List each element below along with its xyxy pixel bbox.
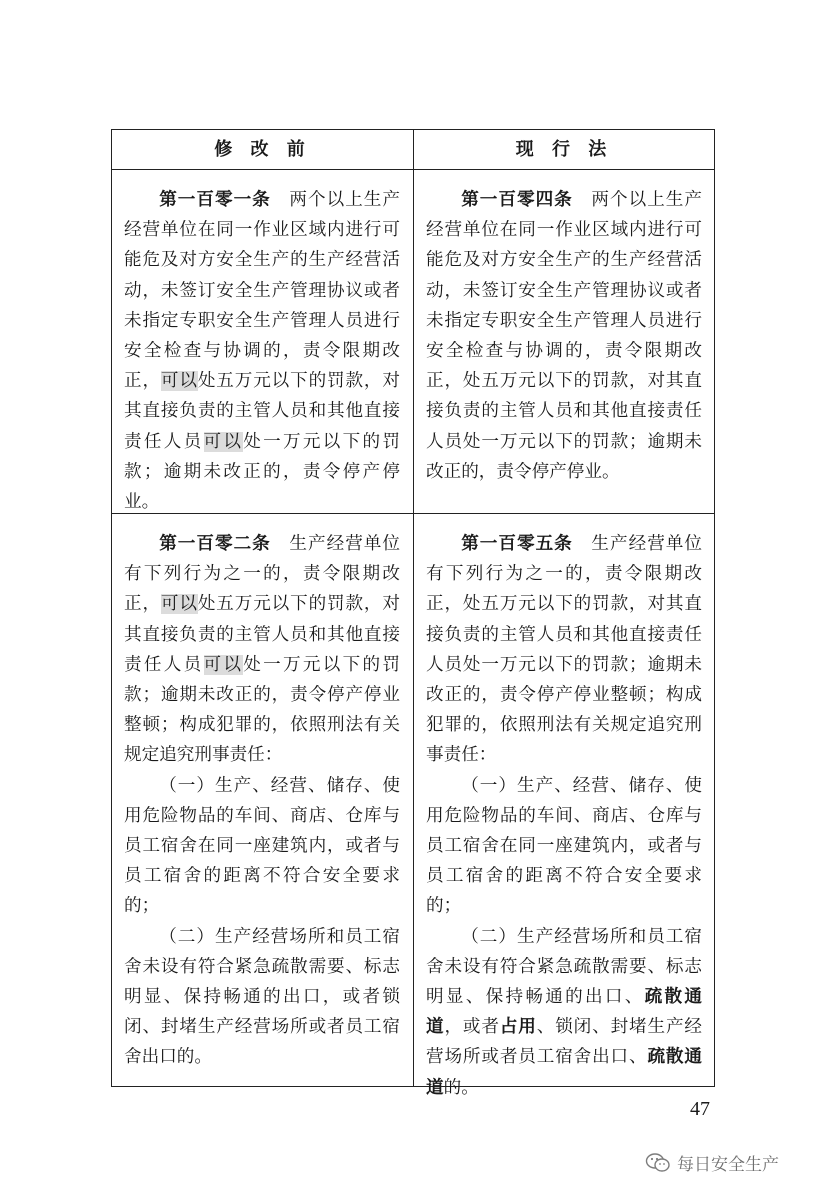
highlighted-deleted-text: 可以 [203, 654, 244, 675]
highlighted-deleted-text: 可以 [160, 371, 198, 392]
article-number: 第一百零二条 [159, 534, 271, 554]
text-segment: 两个以上生产经营单位在同一作业区域内进行可能危及对方安全生产的生产经营活动，未签订安全生产管理协议或者未指定专职安全生产管理人员进行安全检查与协调的，责令限期改正， [124, 190, 400, 392]
paragraph [124, 529, 400, 771]
text-segment: 的。 [443, 1077, 479, 1098]
text-segment: （一）生产、经营、储存、使用危险物品的车间、商店、仓库与员工宿舍在同一座建筑内，或者与员工宿舍的距离不符合安全要求的； [124, 775, 400, 917]
paragraph [426, 529, 702, 771]
article-number: 第一百零一条 [159, 190, 271, 210]
article-number: 第一百零五条 [461, 534, 573, 554]
article-number: 第一百零四条 [461, 190, 573, 210]
watermark [645, 1150, 779, 1175]
paragraph [124, 922, 400, 1073]
page-number: 47 [690, 1098, 710, 1120]
text-segment: 处五万元以下的罚款，对其直接负责的主管人员和其他直接责任人员 [124, 594, 400, 675]
comparison-table [111, 129, 715, 1098]
text-segment: （一）生产、经营、储存、使用危险物品的车间、商店、仓库与员工宿舍在同一座建筑内，或者与员工宿舍的距离不符合安全要求的； [426, 775, 702, 917]
text-segment: 处一万元以下的罚款；逾期未改正的，责令停产停业。 [124, 431, 400, 513]
column-divider [413, 130, 414, 1086]
text-segment: （二）生产经营场所和员工宿舍未设有符合紧急疏散需要、标志明显、保持畅通的出口、 [426, 926, 702, 1008]
cell-article-102 [124, 529, 400, 1073]
text-segment: 生产经营单位有下列行为之一的，责令限期改正，处五万元以下的罚款，对其直接负责的主管人员和其他直接责任人员处一万元以下的罚款；逾期未改正的，责令停产停业整顿；构成犯罪的，依照刑法有关规定追究刑事责任： [426, 534, 702, 766]
watermark-text: 每日安全生产 [677, 1155, 779, 1175]
paragraph [124, 185, 400, 517]
cell-article-101 [124, 185, 400, 517]
text-segment: 两个以上生产经营单位在同一作业区域内进行可能危及对方安全生产的生产经营活动，未签订安全生产管理协议或者未指定专职安全生产管理人员进行安全检查与协调的，责令限期改正，处五万元以下的罚款，对其直接负责的主管人员和其他直接责任人员处一万元以下的罚款；逾期未改正的，责令停产停业。 [426, 190, 702, 482]
text-segment: 处一万元以下的罚款；逾期未改正的，责令停产停业整顿；构成犯罪的，依照刑法有关规定追究刑事责任： [124, 654, 400, 766]
text-segment: 处五万元以下的罚款，对其直接负责的主管人员和其他直接责任人员 [124, 371, 400, 452]
paragraph [124, 771, 400, 922]
paragraph [426, 771, 702, 922]
bold-added-text: 疏散通道 [426, 987, 702, 1038]
paragraph [426, 185, 702, 487]
cell-article-105 [426, 529, 702, 1103]
text-segment: 、锁闭、封堵生产经营场所或者员工宿舍出口、 [426, 1017, 702, 1068]
text-segment: 生产经营单位有下列行为之一的，责令限期改正， [124, 534, 400, 615]
wechat-icon [645, 1152, 671, 1174]
highlighted-deleted-text: 可以 [203, 431, 244, 452]
bold-added-text: 疏散通道 [426, 1047, 702, 1098]
text-segment: （二）生产经营场所和员工宿舍未设有符合紧急疏散需要、标志明显、保持畅通的出口，或者锁闭、封堵生产经营场所或者员工宿舍出口的。 [124, 926, 400, 1068]
header-before-amendment: 修 改 前 [214, 139, 311, 160]
highlighted-deleted-text: 可以 [160, 594, 198, 615]
header-divider [112, 169, 714, 170]
header-current-law: 现 行 法 [515, 139, 613, 160]
cell-article-104 [426, 185, 702, 487]
bold-added-text: 占用 [499, 1017, 537, 1038]
paragraph [426, 922, 702, 1103]
text-segment: ，或者 [444, 1017, 500, 1038]
